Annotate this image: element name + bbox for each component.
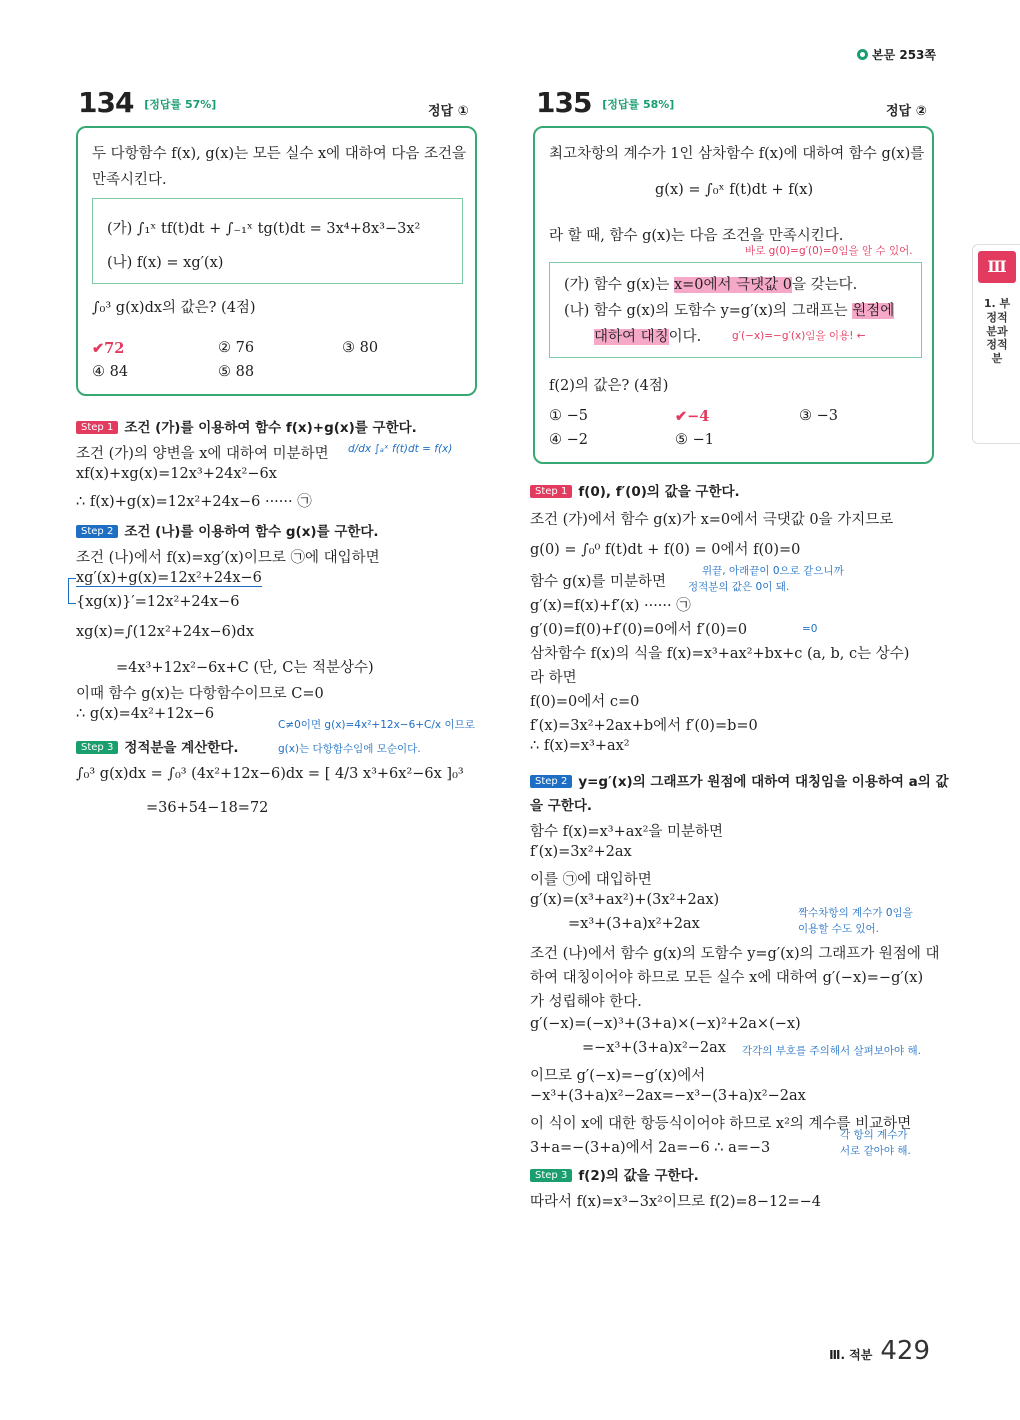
step-3-heading: Step 3 f(2)의 값을 구한다. bbox=[530, 1164, 699, 1184]
step-3-heading: Step 3 정적분을 계산한다. bbox=[76, 736, 238, 756]
q134-header bbox=[78, 86, 478, 119]
solution-line: 하여 대칭이어야 하므로 모든 실수 x에 대하여 g′(−x)=−g′(x) bbox=[530, 970, 924, 986]
sign-note: 각각의 부호를 주의해서 살펴보아야 해. bbox=[742, 1045, 921, 1057]
solution-line: 이때 함수 g(x)는 다항함수이므로 C=0 bbox=[76, 686, 324, 702]
page-footer bbox=[829, 1336, 930, 1366]
q134-cond-b: (나) f(x) = xg′(x) bbox=[107, 255, 224, 271]
step-badge: Step 2 bbox=[76, 525, 118, 538]
q134-solution bbox=[76, 416, 496, 836]
q135-header bbox=[536, 86, 936, 119]
solution-line: ∴ f(x)+g(x)=12x²+24x−6 ······ ㉠ bbox=[76, 494, 312, 510]
step-badge: Step 1 bbox=[76, 421, 118, 434]
constant-note-2: g(x)는 다항함수임에 모순이다. bbox=[278, 743, 421, 755]
q135-question: f(2)의 값은? (4점) bbox=[549, 378, 669, 394]
q135-stem-2: 라 할 때, 함수 g(x)는 다음 조건을 만족시킨다. bbox=[549, 228, 844, 244]
choice-1[interactable]: ✔72 bbox=[92, 340, 125, 357]
solution-line: g′(0)=f(0)+f′(0)=0에서 f′(0)=0 bbox=[530, 622, 748, 638]
q135-answer: 정답 ② bbox=[886, 104, 927, 119]
integral-note: 위끝, 아래끝이 0으로 같으니까 bbox=[702, 565, 844, 577]
chapter-title: 1. 부정적분과 정적분 bbox=[983, 297, 1011, 365]
choice-3[interactable]: ③ 80 bbox=[342, 340, 379, 356]
page-number: 429 bbox=[880, 1336, 930, 1366]
solution-line: ∫₀³ g(x)dx = ∫₀³ (4x²+12x−6)dx = [ 4/3 x³+6x²−6x ]₀³ bbox=[76, 766, 464, 782]
solution-line: f′(x)=3x²+2ax+b에서 f′(0)=b=0 bbox=[530, 718, 758, 734]
q134-answer: 정답 ① bbox=[428, 104, 469, 119]
choice-4[interactable]: ④ −2 bbox=[549, 432, 588, 448]
q135-cond-b: (나) 함수 g(x)의 도함수 y=g′(x)의 그래프는 원점에 bbox=[564, 303, 895, 319]
question-number: 134 bbox=[78, 86, 134, 119]
solution-line: −x³+(3+a)x²−2ax=−x³−(3+a)x²−2ax bbox=[530, 1088, 806, 1104]
zero-note: =0 bbox=[802, 623, 818, 635]
solution-line: {xg(x)}′=12x²+24x−6 bbox=[76, 594, 240, 610]
chapter-tab bbox=[972, 244, 1020, 444]
solution-line: =x³+(3+a)x²+2ax bbox=[568, 916, 700, 932]
bracket-arrow bbox=[68, 578, 76, 604]
solution-line: 함수 f(x)=x³+ax²을 미분하면 bbox=[530, 824, 724, 840]
q135-cond-a: (가) 함수 g(x)는 x=0에서 극댓값 0을 갖는다. bbox=[564, 277, 858, 293]
page-reference: 본문 253쪽 bbox=[857, 46, 936, 63]
correct-rate: [정답률 57%] bbox=[144, 98, 217, 111]
integral-note-2: 정적분의 값은 0이 돼. bbox=[688, 581, 790, 593]
q134-problem-box bbox=[76, 126, 477, 396]
q135-cond-note: g′(−x)=−g′(x)임을 이용! ← bbox=[732, 330, 866, 342]
solution-line: g′(−x)=(−x)³+(3+a)×(−x)²+2a×(−x) bbox=[530, 1016, 801, 1032]
solution-line: 함수 g(x)를 미분하면 bbox=[530, 574, 667, 590]
question-number: 135 bbox=[536, 86, 592, 119]
choice-5[interactable]: ⑤ 88 bbox=[218, 364, 255, 380]
solution-line: 이를 ㉠에 대입하면 bbox=[530, 872, 652, 888]
choice-3[interactable]: ③ −3 bbox=[799, 408, 838, 424]
solution-line: xf(x)+xg(x)=12x³+24x²−6x bbox=[76, 466, 277, 482]
step-2-heading: Step 2 y=g′(x)의 그래프가 원점에 대하여 대칭임을 이용하여 a의 값 bbox=[530, 770, 949, 790]
solution-line: f′(x)=3x²+2ax bbox=[530, 844, 632, 860]
solution-line: ∴ f(x)=x³+ax² bbox=[530, 738, 630, 754]
q135-cond-b-2: 대하여 대칭이다. bbox=[594, 329, 702, 345]
solution-line: 조건 (가)에서 함수 g(x)가 x=0에서 극댓값 0을 가지므로 bbox=[530, 512, 894, 528]
solution-line: =4x³+12x²−6x+C (단, C는 적분상수) bbox=[116, 660, 374, 676]
coef-note-2: 서로 같아야 해. bbox=[840, 1145, 911, 1157]
step-badge: Step 2 bbox=[530, 775, 572, 788]
q135-formula: g(x) = ∫₀ˣ f(t)dt + f(x) bbox=[655, 182, 814, 198]
q135-top-note: 바로 g(0)=g′(0)=0임을 알 수 있어. bbox=[745, 245, 913, 257]
q135-problem-box bbox=[533, 126, 934, 464]
q135-solution bbox=[530, 480, 949, 1220]
step-badge: Step 3 bbox=[530, 1169, 572, 1182]
step-1-heading: Step 1 f(0), f′(0)의 값을 구한다. bbox=[530, 480, 740, 500]
q134-cond-a: (가) ∫₁ˣ tf(t)dt + ∫₋₁ˣ tg(t)dt = 3x⁴+8x³−3x² bbox=[107, 221, 421, 237]
solution-line: =36+54−18=72 bbox=[146, 800, 269, 816]
choice-2[interactable]: ② 76 bbox=[218, 340, 255, 356]
q134-stem-1: 두 다항함수 f(x), g(x)는 모든 실수 x에 대하여 다음 조건을 bbox=[92, 146, 467, 162]
step-2-heading-cont: 을 구한다. bbox=[530, 798, 592, 814]
solution-line: 가 성립해야 한다. bbox=[530, 994, 642, 1010]
solution-line: f(0)=0에서 c=0 bbox=[530, 694, 640, 710]
solution-line: g′(x)=(x³+ax²)+(3x²+2ax) bbox=[530, 892, 720, 908]
step-badge: Step 3 bbox=[76, 741, 118, 754]
choice-4[interactable]: ④ 84 bbox=[92, 364, 129, 380]
solution-line: 조건 (나)에서 f(x)=xg′(x)이므로 ㉠에 대입하면 bbox=[76, 550, 380, 566]
q134-conditions bbox=[92, 198, 463, 284]
q134-question: ∫₀³ g(x)dx의 값은? (4점) bbox=[92, 300, 256, 316]
solution-line: 삼차함수 f(x)의 식을 f(x)=x³+ax²+bx+c (a, b, c는 상수) bbox=[530, 646, 910, 662]
solution-line: 이 식이 x에 대한 항등식이어야 하므로 x²의 계수를 비교하면 bbox=[530, 1116, 912, 1132]
solution-line: 라 하면 bbox=[530, 670, 577, 686]
chapter-roman: Ⅲ bbox=[978, 251, 1016, 283]
constant-note: C≠0이면 g(x)=4x²+12x−6+C/x 이므로 bbox=[278, 719, 475, 731]
even-note: 짝수차항의 계수가 0임을 bbox=[798, 907, 913, 919]
footer-section: Ⅲ. 적분 bbox=[829, 1348, 873, 1362]
q134-stem-2: 만족시킨다. bbox=[92, 172, 167, 188]
solution-line: 조건 (가)의 양변을 x에 대하여 미분하면 bbox=[76, 446, 329, 462]
step-1-heading: Step 1 조건 (가)를 이용하여 함수 f(x)+g(x)를 구한다. bbox=[76, 416, 417, 436]
solution-line: g′(x)=f(x)+f′(x) ······ ㉠ bbox=[530, 598, 691, 614]
solution-line: xg(x)=∫(12x²+24x−6)dx bbox=[76, 624, 255, 640]
choice-2[interactable]: ✔−4 bbox=[675, 408, 710, 425]
even-note-2: 이용할 수도 있어. bbox=[798, 923, 880, 935]
solution-line: 이므로 g′(−x)=−g′(x)에서 bbox=[530, 1068, 706, 1084]
q135-conditions bbox=[549, 262, 922, 358]
solution-line: ∴ g(x)=4x²+12x−6 bbox=[76, 706, 215, 722]
solution-line: xg′(x)+g(x)=12x²+24x−6 bbox=[76, 570, 262, 586]
choice-1[interactable]: ① −5 bbox=[549, 408, 588, 424]
circle-icon bbox=[857, 49, 868, 60]
solution-line: g(0) = ∫₀⁰ f(t)dt + f(0) = 0에서 f(0)=0 bbox=[530, 542, 801, 558]
solution-line: 3+a=−(3+a)에서 2a=−6 ∴ a=−3 bbox=[530, 1140, 771, 1156]
choice-5[interactable]: ⑤ −1 bbox=[675, 432, 714, 448]
solution-line: =−x³+(3+a)x²−2ax bbox=[582, 1040, 726, 1056]
solution-line: 조건 (나)에서 함수 g(x)의 도함수 y=g′(x)의 그래프가 원점에 대 bbox=[530, 946, 940, 962]
derivative-note: d/dx ∫ₐˣ f(t)dt = f(x) bbox=[348, 443, 453, 455]
correct-rate: [정답률 58%] bbox=[602, 98, 675, 111]
q135-stem-1: 최고차항의 계수가 1인 삼차함수 f(x)에 대하여 함수 g(x)를 bbox=[549, 146, 925, 162]
step-badge: Step 1 bbox=[530, 485, 572, 498]
coef-note: 각 항의 계수가 bbox=[840, 1129, 908, 1141]
solution-line: 따라서 f(x)=x³−3x²이므로 f(2)=8−12=−4 bbox=[530, 1194, 822, 1210]
step-2-heading: Step 2 조건 (나)를 이용하여 함수 g(x)를 구한다. bbox=[76, 520, 379, 540]
